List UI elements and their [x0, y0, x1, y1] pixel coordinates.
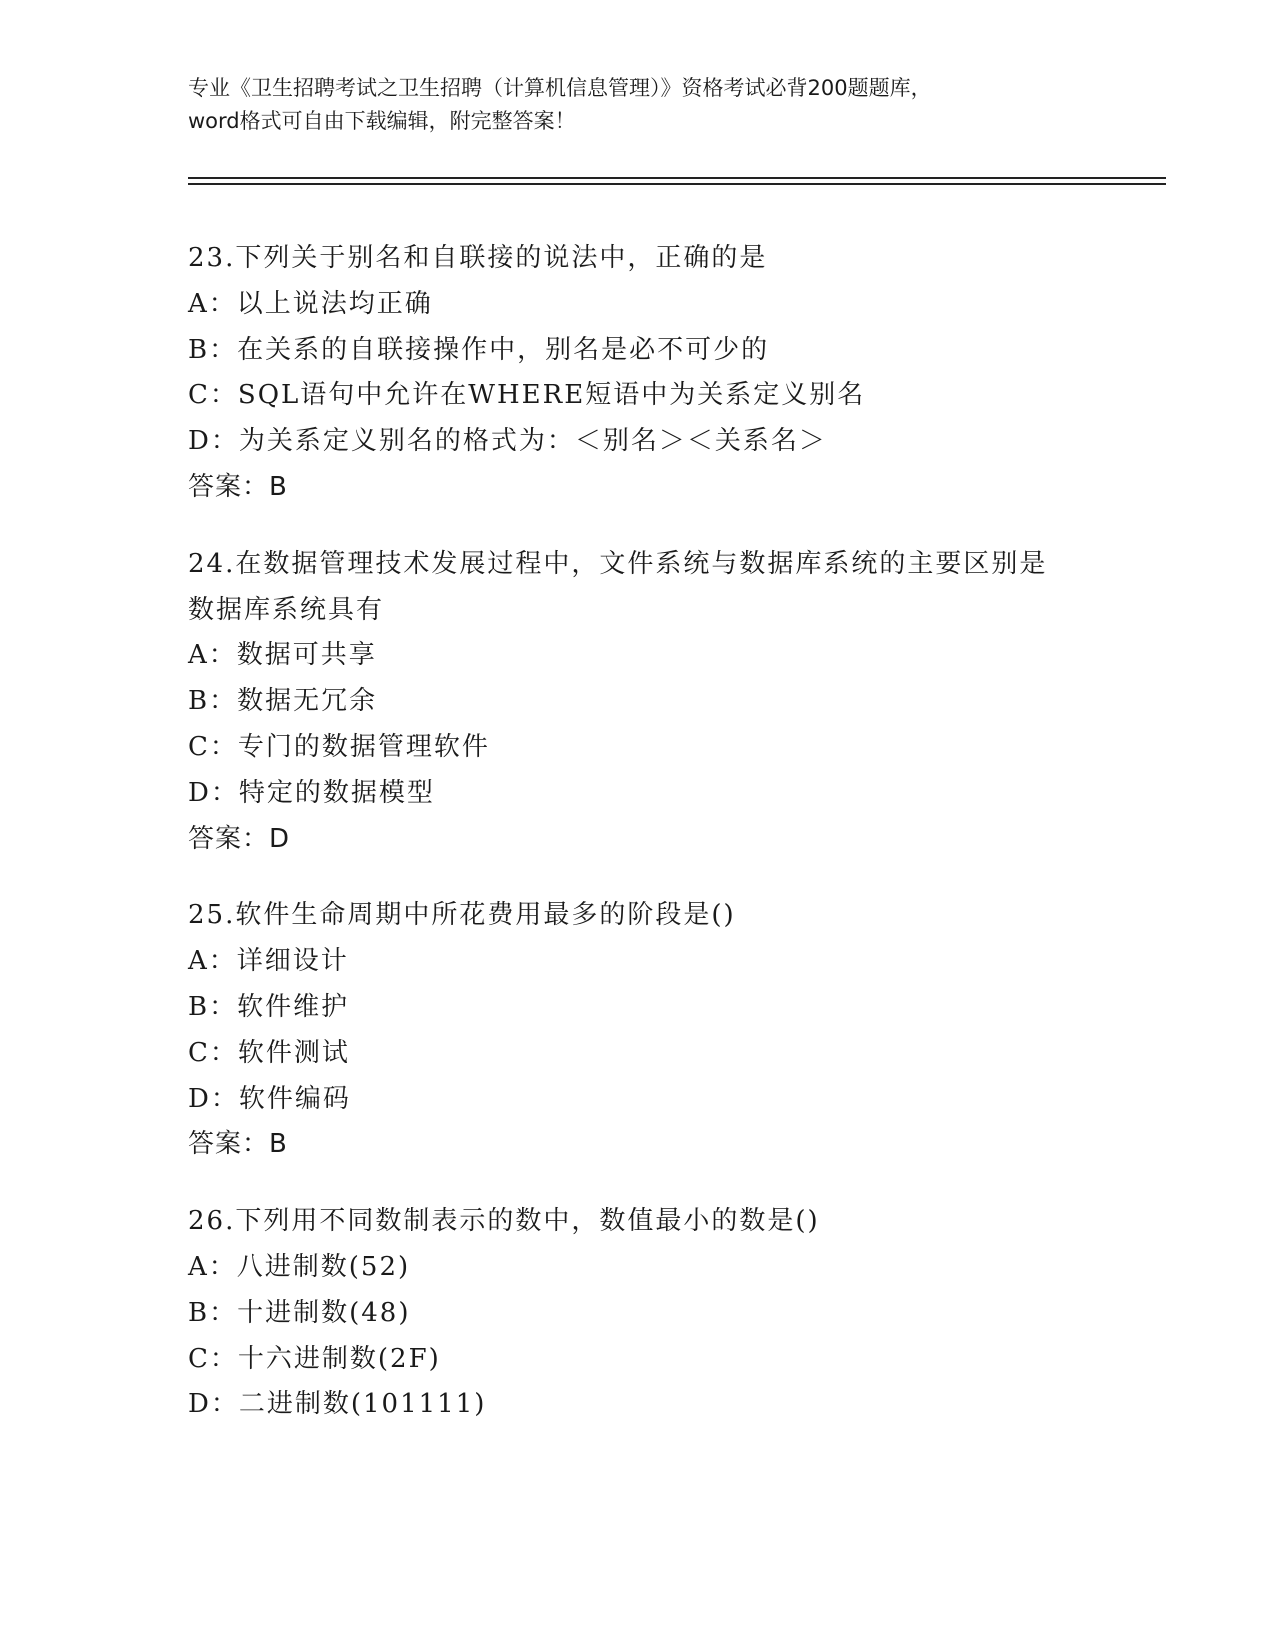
answer: 答案：B	[188, 1129, 288, 1160]
header-rule-top	[188, 177, 1166, 179]
option-a: A：详细设计	[188, 946, 349, 977]
option-b: B：十进制数(48)	[188, 1297, 411, 1328]
answer: 答案：B	[188, 471, 288, 502]
header-line-2: word格式可自由下载编辑，附完整答案！	[188, 109, 576, 133]
question-23	[188, 236, 1168, 511]
option-c: C：SQL语句中允许在WHERE短语中为关系定义别名	[188, 380, 866, 411]
option-c: C：十六进制数(2F)	[188, 1343, 441, 1374]
question-25	[188, 893, 1168, 1168]
option-d: D：二进制数(101111)	[188, 1389, 487, 1420]
option-a: A：数据可共享	[188, 640, 377, 671]
header-rule-bottom	[188, 183, 1166, 185]
question-stem: 26.下列用不同数制表示的数中，数值最小的数是()	[188, 1206, 820, 1237]
option-b: B：在关系的自联接操作中，别名是必不可少的	[188, 334, 770, 365]
document-header	[188, 72, 1088, 138]
option-b: B：数据无冗余	[188, 686, 378, 717]
option-a: A：八进制数(52)	[188, 1251, 411, 1282]
header-line-1: 专业《卫生招聘考试之卫生招聘（计算机信息管理）》资格考试必背200题题库，	[188, 76, 932, 100]
question-26	[188, 1199, 1168, 1428]
question-list	[188, 236, 1168, 1459]
option-d: D：为关系定义别名的格式为：＜别名＞＜关系名＞	[188, 426, 827, 457]
question-24	[188, 542, 1168, 863]
option-d: D：软件编码	[188, 1083, 351, 1114]
option-c: C：专门的数据管理软件	[188, 731, 490, 762]
option-c: C：软件测试	[188, 1037, 350, 1068]
question-stem-continued: 数据库系统具有	[188, 594, 385, 625]
option-b: B：软件维护	[188, 991, 350, 1022]
answer: 答案：D	[188, 823, 291, 854]
option-a: A：以上说法均正确	[188, 288, 433, 319]
option-d: D：特定的数据模型	[188, 777, 435, 808]
question-stem: 23.下列关于别名和自联接的说法中，正确的是	[188, 243, 768, 273]
question-stem: 24.在数据管理技术发展过程中，文件系统与数据库系统的主要区别是	[188, 548, 1048, 579]
question-stem: 25.软件生命周期中所花费用最多的阶段是()	[188, 900, 736, 931]
